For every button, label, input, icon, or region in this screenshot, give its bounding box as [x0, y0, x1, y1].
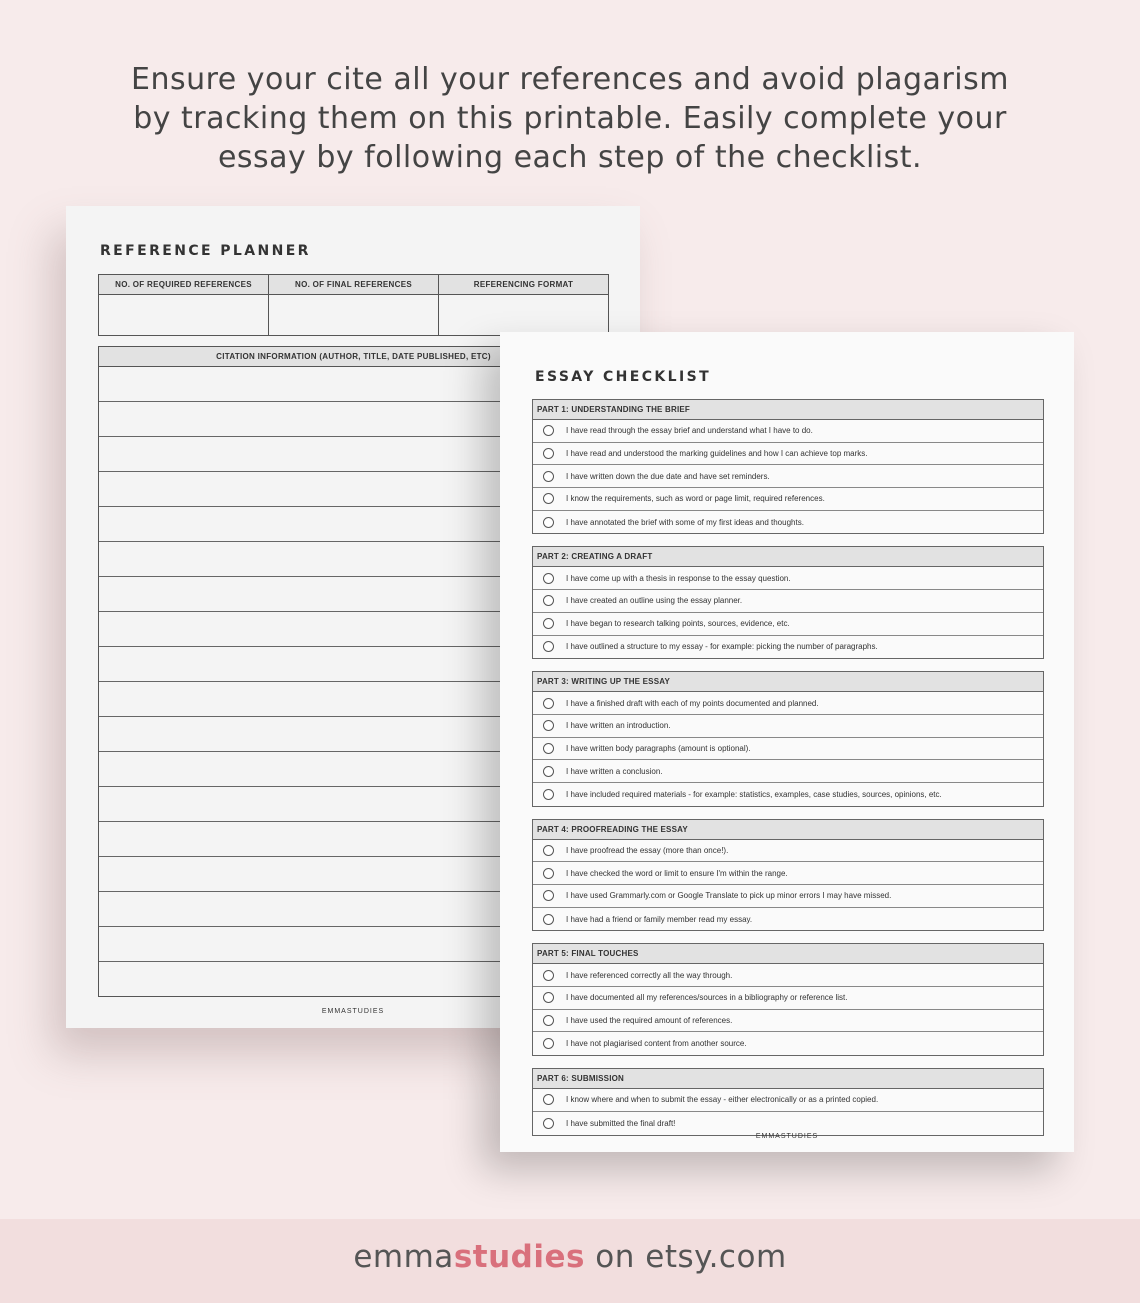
checklist-item-text: I have submitted the final draft!	[566, 1118, 676, 1128]
checklist-item[interactable]	[533, 908, 1043, 931]
section-heading: PART 3: WRITING UP THE ESSAY	[533, 672, 1043, 692]
brand-footer: EMMASTUDIES	[321, 1008, 385, 1015]
checkbox-circle-icon[interactable]	[543, 641, 554, 652]
checklist-item-text: I have written a conclusion.	[566, 766, 663, 776]
checklist-item[interactable]	[533, 1089, 1043, 1112]
checklist-section	[532, 671, 1044, 806]
checklist-item[interactable]	[533, 567, 1043, 590]
checklist-item-text: I have a finished draft with each of my points documented and planned.	[566, 698, 819, 708]
checklist-item[interactable]	[533, 862, 1043, 885]
checklist-item[interactable]	[533, 715, 1043, 738]
checklist-item-text: I have written body paragraphs (amount is optional).	[566, 743, 751, 753]
checkbox-circle-icon[interactable]	[543, 743, 554, 754]
checklist-item-text: I have checked the word or limit to ensure I'm within the range.	[566, 868, 788, 878]
checklist-item-text: I have written down the due date and have set reminders.	[566, 471, 770, 481]
checkbox-circle-icon[interactable]	[543, 425, 554, 436]
checklist-item[interactable]	[533, 885, 1043, 908]
checklist-section	[532, 1068, 1044, 1135]
section-heading: PART 4: PROOFREADING THE ESSAY	[533, 820, 1043, 840]
checklist-section	[532, 943, 1044, 1056]
checkbox-circle-icon[interactable]	[543, 448, 554, 459]
required-references-column	[99, 275, 269, 335]
section-heading: PART 1: UNDERSTANDING THE BRIEF	[533, 400, 1043, 420]
checklist-item[interactable]	[533, 840, 1043, 863]
column-header: NO. OF REQUIRED REFERENCES	[99, 275, 268, 295]
checklist-item-text: I have outlined a structure to my essay - for example: picking the number of paragraphs.	[566, 642, 878, 652]
headline-line-2: by tracking them on this printable. Easily complete your	[133, 101, 1007, 136]
checklist-item[interactable]	[533, 1032, 1043, 1055]
brand-footer: EMMASTUDIES	[755, 1133, 819, 1140]
checklist-item-text: I have used the required amount of references.	[566, 1016, 733, 1026]
banner-accent: studies	[453, 1239, 585, 1275]
checkbox-circle-icon[interactable]	[543, 698, 554, 709]
checkbox-circle-icon[interactable]	[543, 493, 554, 504]
checkbox-circle-icon[interactable]	[543, 595, 554, 606]
checklist-item[interactable]	[533, 465, 1043, 488]
essay-checklist-title: ESSAY CHECKLIST	[535, 369, 712, 385]
checkbox-circle-icon[interactable]	[543, 720, 554, 731]
column-header: REFERENCING FORMAT	[439, 275, 608, 295]
checkbox-circle-icon[interactable]	[543, 970, 554, 981]
checklist-item-text: I have read through the essay brief and understand what I have to do.	[566, 426, 813, 436]
banner-part-1: emma	[353, 1239, 454, 1275]
checklist-section	[532, 819, 1044, 932]
checklist-item[interactable]	[533, 511, 1043, 534]
checklist-sections	[532, 399, 1044, 1148]
citation-header: CITATION INFORMATION (AUTHOR, TITLE, DATE PUBLISHED, ETC)	[99, 347, 608, 367]
checklist-item-text: I have included required materials - for example: statistics, examples, case studies, sources, opinions, etc.	[566, 789, 942, 799]
checklist-item-text: I have read and understood the marking guidelines and how I can achieve top marks.	[566, 449, 868, 459]
reference-planner-title: REFERENCE PLANNER	[100, 243, 311, 259]
shop-link[interactable]	[0, 1239, 1140, 1275]
checklist-item-text: I have annotated the brief with some of my first ideas and thoughts.	[566, 517, 804, 527]
checkbox-circle-icon[interactable]	[543, 618, 554, 629]
checkbox-circle-icon[interactable]	[543, 890, 554, 901]
checklist-item[interactable]	[533, 443, 1043, 466]
checkbox-circle-icon[interactable]	[543, 845, 554, 856]
checkbox-circle-icon[interactable]	[543, 573, 554, 584]
checkbox-circle-icon[interactable]	[543, 868, 554, 879]
checkbox-circle-icon[interactable]	[543, 517, 554, 528]
section-heading: PART 6: SUBMISSION	[533, 1069, 1043, 1089]
checkbox-circle-icon[interactable]	[543, 471, 554, 482]
checkbox-circle-icon[interactable]	[543, 914, 554, 925]
bottom-banner	[0, 1219, 1140, 1303]
referencing-format-column	[439, 275, 608, 335]
checklist-item-text: I have had a friend or family member read my essay.	[566, 914, 753, 924]
checklist-item[interactable]	[533, 783, 1043, 806]
checklist-item[interactable]	[533, 964, 1043, 987]
essay-checklist-page	[500, 332, 1074, 1152]
checklist-item-text: I have began to research talking points, sources, evidence, etc.	[566, 619, 790, 629]
checklist-item[interactable]	[533, 738, 1043, 761]
checklist-item-text: I know the requirements, such as word or page limit, required references.	[566, 494, 825, 504]
checklist-item[interactable]	[533, 590, 1043, 613]
checklist-item-text: I have come up with a thesis in response to the essay question.	[566, 573, 791, 583]
section-heading: PART 2: CREATING A DRAFT	[533, 547, 1043, 567]
checklist-item-text: I have documented all my references/sources in a bibliography or reference list.	[566, 993, 848, 1003]
checklist-section	[532, 546, 1044, 659]
checklist-item-text: I know where and when to submit the essay - either electronically or as a printed copied.	[566, 1095, 879, 1105]
checkbox-circle-icon[interactable]	[543, 1094, 554, 1105]
checkbox-circle-icon[interactable]	[543, 992, 554, 1003]
checkbox-circle-icon[interactable]	[543, 1038, 554, 1049]
checkbox-circle-icon[interactable]	[543, 766, 554, 777]
section-heading: PART 5: FINAL TOUCHES	[533, 944, 1043, 964]
checklist-item[interactable]	[533, 987, 1043, 1010]
checklist-item-text: I have written an introduction.	[566, 721, 671, 731]
checklist-item[interactable]	[533, 1112, 1043, 1135]
checklist-item[interactable]	[533, 420, 1043, 443]
checklist-section	[532, 399, 1044, 534]
column-header: NO. OF FINAL REFERENCES	[269, 275, 438, 295]
headline	[0, 60, 1140, 177]
banner-part-3: on etsy.com	[584, 1239, 787, 1275]
checklist-item-text: I have used Grammarly.com or Google Translate to pick up minor errors I may have missed.	[566, 891, 892, 901]
checklist-item-text: I have referenced correctly all the way through.	[566, 970, 733, 980]
checklist-item-text: I have created an outline using the essay planner.	[566, 596, 743, 606]
headline-line-3: essay by following each step of the checklist.	[217, 140, 923, 175]
checklist-item[interactable]	[533, 760, 1043, 783]
checklist-item[interactable]	[533, 488, 1043, 511]
checklist-item[interactable]	[533, 613, 1043, 636]
headline-line-1: Ensure your cite all your references and avoid plagarism	[131, 62, 1009, 97]
final-references-column	[269, 275, 439, 335]
reference-summary-table	[98, 274, 609, 336]
checklist-item-text: I have not plagiarised content from another source.	[566, 1039, 747, 1049]
checkbox-circle-icon[interactable]	[543, 1118, 554, 1129]
checklist-item-text: I have proofread the essay (more than once!).	[566, 845, 729, 855]
checklist-item[interactable]	[533, 1010, 1043, 1033]
checklist-item[interactable]	[533, 636, 1043, 659]
checkbox-circle-icon[interactable]	[543, 1015, 554, 1026]
checklist-item[interactable]	[533, 692, 1043, 715]
checkbox-circle-icon[interactable]	[543, 789, 554, 800]
